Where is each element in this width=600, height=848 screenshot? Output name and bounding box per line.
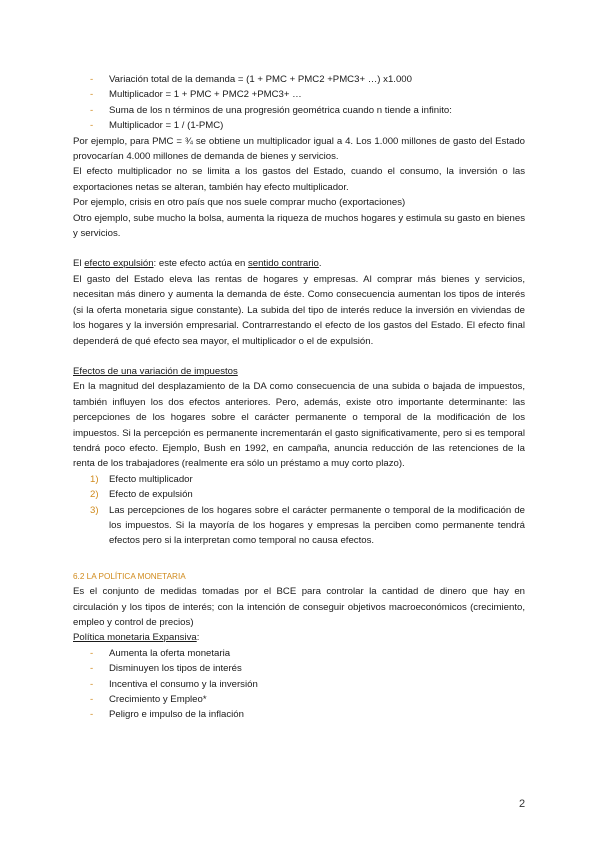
spacer <box>73 549 525 564</box>
paragraph-multiplier-scope: El efecto multiplicador no se limita a los gastos del Estado, cuando el consumo, la inversión o las exportaciones netas se alteran, también hay efecto multiplicador. <box>73 166 525 193</box>
expansiva-label: Política monetaria Expansiva <box>73 632 197 644</box>
list-item: - Disminuyen los tipos de interés <box>73 661 525 676</box>
expulsion-term2: sentido contrario <box>247 258 319 270</box>
paragraph-impuestos: En la magnitud del desplazamiento de la DA como consecuencia de una subida o bajada de impuestos, también influyen los dos efectos anteriores. Pero, además, existe otro importante determinante: las percepciones de los hogares sobre el carácter permanente o temporal de la modificación de los impuestos. Si la percepción es permanente incrementarán el gasto significativamente, pero si es temporal tendrá poco efecto. Ejemplo, Bush en 1992, en campaña, anuncia reducción de las retenciones de la renta de los trabajadores (realmente era sólo un préstamo a muy corto plazo). <box>73 381 525 470</box>
section-title-politica-monetaria: 6.2 LA POLÍTICA MONETARIA <box>73 571 186 581</box>
paragraph-example-stock: Otro ejemplo, sube mucho la bolsa, aumenta la riqueza de muchos hogares y estimula su gasto en bienes y servicios. <box>73 212 525 240</box>
list-item: - Multiplicador = 1 + PMC + PMC2 +PMC3+ … <box>73 87 525 102</box>
spacer <box>73 349 525 364</box>
list-item: - Suma de los n términos de una progresión geométrica cuando n tiende a infinito: <box>73 103 525 118</box>
impuestos-numbered-list <box>73 472 525 549</box>
paragraph-expulsion: El gasto del Estado eleva las rentas de hogares y empresas. Al comprar más bienes y servicios, necesitan más dinero y aumenta la demanda de éste. Como consecuencia aumentan los tipos de interés (si la oferta monetaria sigue constante). La subida del tipo de interés reduce la inversión en viviendas de los hogares y la inversión empresarial. Contrarrestando el efecto de los gastos del Estado. El efecto final dependerá de qué efecto sea mayor, el multiplicador o el de expulsión. <box>73 273 525 347</box>
expulsion-term: efecto expulsión <box>84 258 154 270</box>
list-number: 1) <box>90 473 99 485</box>
list-item: - Multiplicador = 1 / (1-PMC) <box>73 118 525 133</box>
list-number: 2) <box>90 489 99 501</box>
impuestos-heading: Efectos de una variación de impuestos <box>73 365 238 377</box>
list-item: - Incentiva el consumo y la inversión <box>73 677 525 692</box>
list-item: - Peligro e impulso de la inflación <box>73 707 525 722</box>
expansiva-list <box>73 646 525 723</box>
list-number: 3) <box>90 504 99 516</box>
page-content <box>73 72 525 723</box>
list-item-text: Efecto de expulsión <box>109 489 193 501</box>
page-number: 2 <box>519 798 526 810</box>
list-item <box>73 472 525 487</box>
paragraph-politica-monetaria: Es el conjunto de medidas tomadas por el BCE para controlar la cantidad de dinero que hay en circulación y los tipos de interés; con la intención de conseguir objetivos macroeconómicos (crecimiento, empleo y control de precios) <box>73 586 525 628</box>
paragraph-example-pmc: Por ejemplo, para PMC = ¾ se obtiene un multiplicador igual a 4. Los 1.000 millones de gasto del Estado provocarían 4.000 millones de demanda de bienes y servicios. <box>73 135 525 163</box>
list-item: - Variación total de la demanda = (1 + PMC + PMC2 +PMC3+ …) x1.000 <box>73 72 525 87</box>
paragraph-example-crisis: Por ejemplo, crisis en otro país que nos suele comprar mucho (exportaciones) <box>73 197 406 209</box>
list-item <box>73 503 525 549</box>
expansiva-colon: : <box>196 632 200 644</box>
list-item: - Aumenta la oferta monetaria <box>73 646 525 661</box>
expulsion-suffix: . <box>318 258 322 270</box>
expansiva-heading <box>73 630 525 645</box>
list-item <box>73 487 525 502</box>
list-item: - Crecimiento y Empleo* <box>73 692 525 707</box>
list-item-text: Las percepciones de los hogares sobre el carácter permanente o temporal de la modificación de los impuestos. Si la mayoría de los hogares y empresas la perciben como permanente tendrá efectos pero si la interpretan como temporal no causa efectos. <box>109 504 525 547</box>
spacer <box>73 241 525 256</box>
expulsion-prefix: El <box>73 258 85 270</box>
expulsion-heading-line <box>73 256 525 271</box>
multiplier-formula-list <box>73 72 525 134</box>
list-item-text: Efecto multiplicador <box>109 473 193 485</box>
expulsion-middle: : este efecto actúa en <box>153 258 248 270</box>
